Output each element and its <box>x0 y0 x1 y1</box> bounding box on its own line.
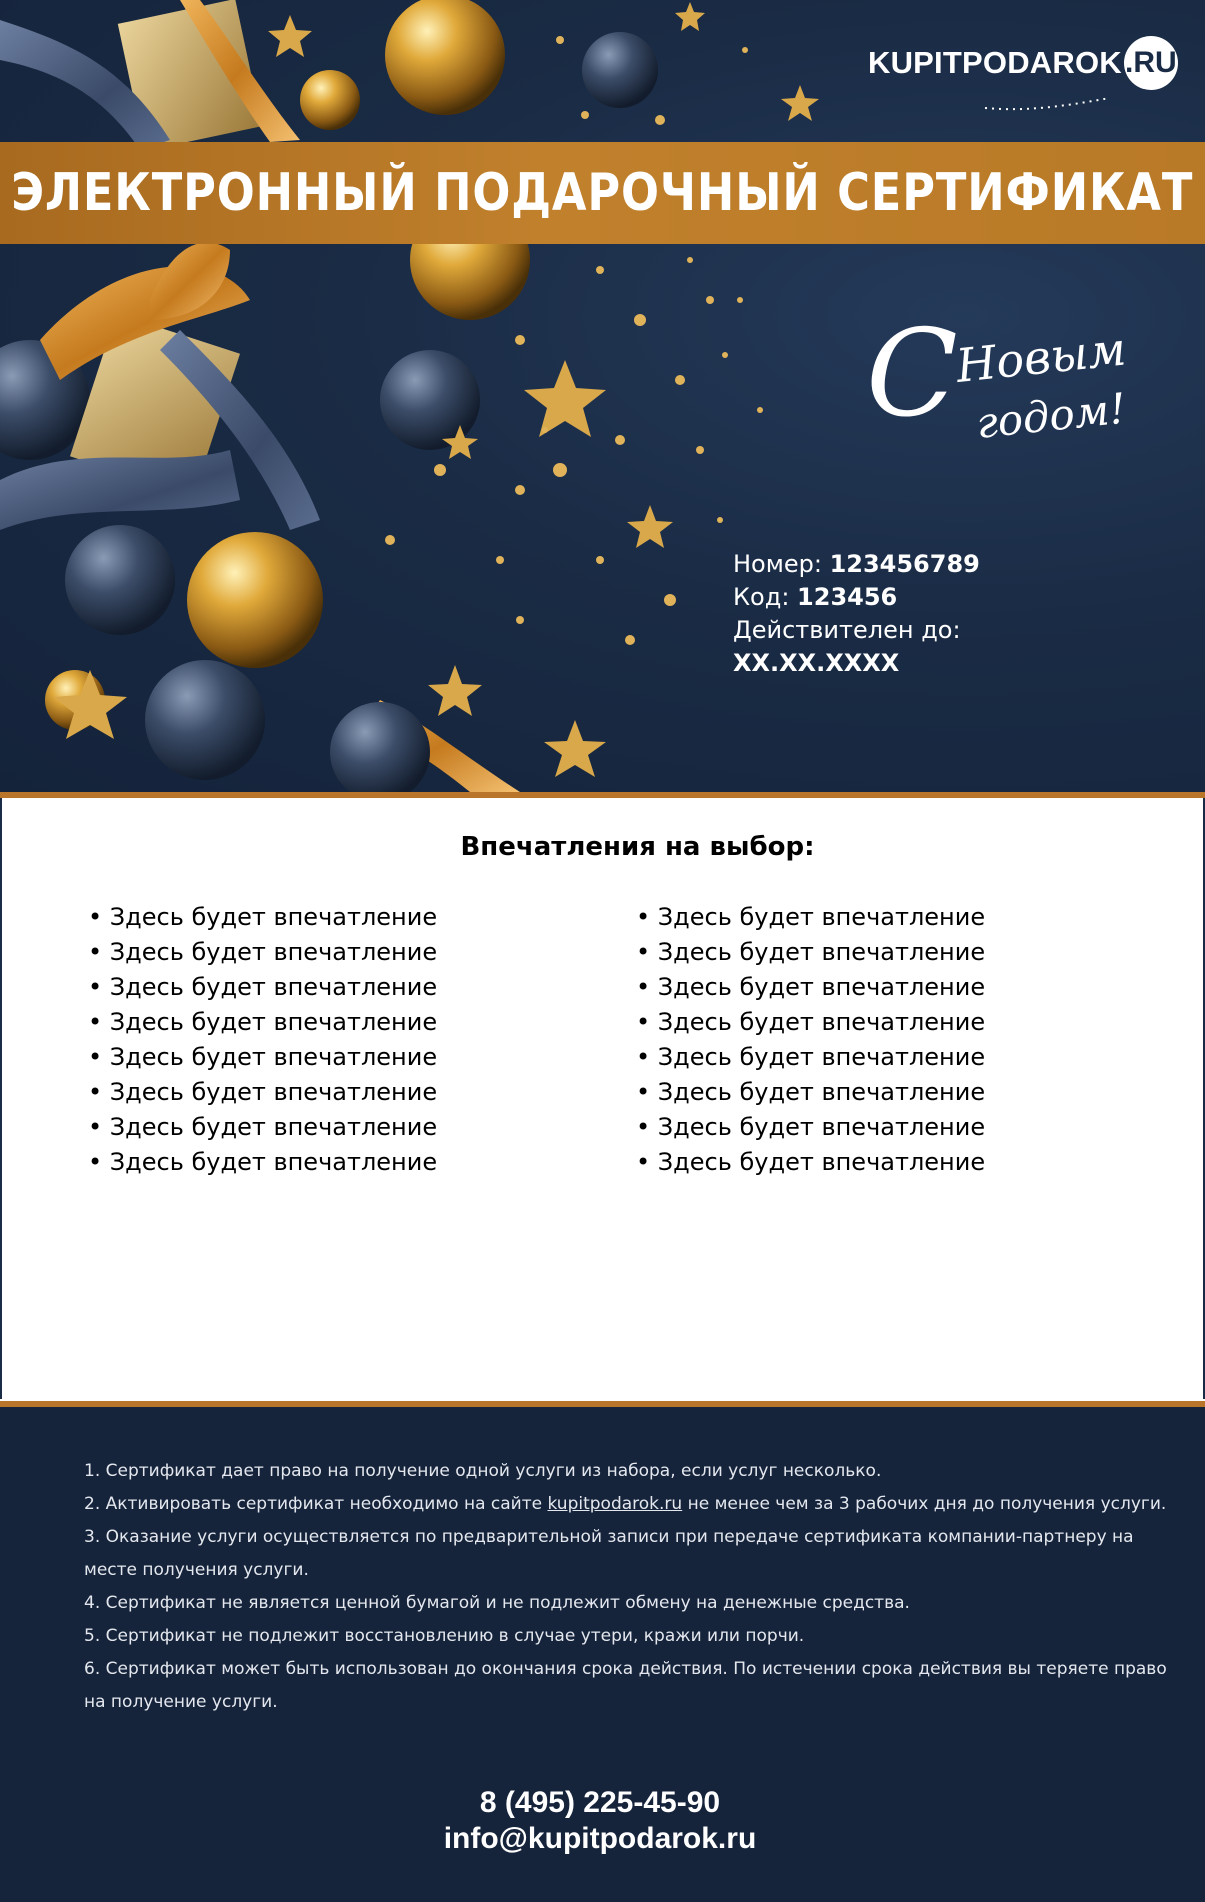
list-item: • Здесь будет впечатление <box>636 1113 986 1141</box>
certificate-info <box>733 548 980 680</box>
valid-until-label: Действителен до: <box>733 616 961 644</box>
term-1: 1. Сертификат дает право на получение одной услуги из набора, если услуг несколько. <box>84 1461 882 1481</box>
term-2 <box>84 1488 1174 1521</box>
term-4: 4. Сертификат не является ценной бумагой и не подлежит обмену на денежные средства. <box>84 1593 910 1613</box>
term-2-text: 2. Активировать сертификат необходимо на сайте <box>84 1494 548 1514</box>
list-item: • Здесь будет впечатление <box>636 1078 986 1106</box>
site-link[interactable]: kupitpodarok.ru <box>547 1494 683 1514</box>
list-item: • Здесь будет впечатление <box>88 938 438 966</box>
certificate-number <box>733 548 980 581</box>
logo-text: KUPITPODAROK <box>868 45 1122 80</box>
list-item: • Здесь будет впечатление <box>88 1113 438 1141</box>
site-logo[interactable] <box>868 38 1178 88</box>
valid-value-text: XX.XX.XXXX <box>733 649 900 677</box>
footer-section <box>0 1407 1205 1902</box>
code-label: Код: <box>733 583 790 611</box>
impressions-title: Впечатления на выбор: <box>460 832 815 862</box>
greeting-letter: С <box>866 310 958 444</box>
impressions-right-column <box>636 900 985 1180</box>
list-item: • Здесь будет впечатление <box>88 1078 438 1106</box>
list-item: • Здесь будет впечатление <box>88 903 438 931</box>
code-value: 123456 <box>797 583 898 611</box>
list-item: • Здесь будет впечатление <box>636 973 986 1001</box>
list-item: • Здесь будет впечатление <box>636 903 986 931</box>
list-item: • Здесь будет впечатление <box>636 1043 986 1071</box>
number-value: 123456789 <box>829 550 980 578</box>
list-item: • Здесь будет впечатление <box>88 1148 438 1176</box>
terms-list <box>84 1455 1174 1719</box>
impressions-section <box>0 798 1205 1399</box>
new-year-greeting <box>858 310 1148 470</box>
email-address[interactable]: info@kupitpodarok.ru <box>443 1822 757 1855</box>
certificate-title: ЭЛЕКТРОННЫЙ ПОДАРОЧНЫЙ СЕРТИФИКАТ <box>11 163 1194 223</box>
certificate-code <box>733 581 980 614</box>
list-item: • Здесь будет впечатление <box>636 1148 986 1176</box>
number-label: Номер: <box>733 550 822 578</box>
term-2-text-end: не менее чем за 3 рабочих дня до получения услуги. <box>682 1494 1167 1514</box>
term-3: 3. Оказание услуги осуществляется по предварительной записи при передаче сертификата компании-партнеру на месте получения услуги. <box>84 1527 1134 1580</box>
term-6: 6. Сертификат может быть использован до окончания срока действия. По истечении срока действия вы теряете право на получение услуги. <box>84 1659 1167 1712</box>
phone-number[interactable]: 8 (495) 225-45-90 <box>479 1786 721 1819</box>
list-item: • Здесь будет впечатление <box>636 1008 986 1036</box>
hero-section <box>0 0 1205 792</box>
valid-until-value <box>733 647 980 680</box>
list-item: • Здесь будет впечатление <box>88 973 438 1001</box>
list-item: • Здесь будет впечатление <box>88 1043 438 1071</box>
list-item: • Здесь будет впечатление <box>636 938 986 966</box>
term-5: 5. Сертификат не подлежит восстановлению в случае утери, кражи или порчи. <box>84 1626 805 1646</box>
contacts <box>0 1785 1200 1857</box>
greeting-line2: годом! <box>973 383 1129 448</box>
certificate-title-banner <box>0 142 1205 244</box>
logo-ru-circle: .RU <box>1124 36 1178 90</box>
list-item: • Здесь будет впечатление <box>88 1008 438 1036</box>
greeting-line1: Новым <box>953 321 1129 393</box>
impressions-left-column <box>88 900 437 1180</box>
